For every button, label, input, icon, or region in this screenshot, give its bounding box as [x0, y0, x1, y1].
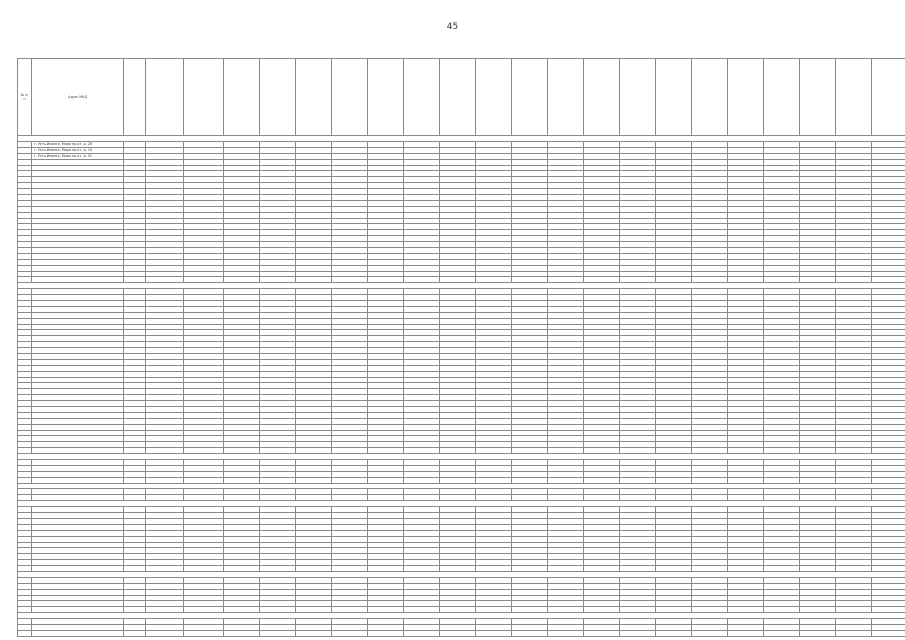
column-header	[584, 59, 620, 136]
value-cell	[368, 630, 404, 636]
column-header	[476, 59, 512, 136]
header-row	[18, 59, 905, 136]
column-header	[836, 59, 872, 136]
column-header	[764, 59, 800, 136]
address-cell: г. Усть-Илимск, Мира пр-кт, д. 34	[32, 147, 124, 153]
value-cell	[224, 630, 260, 636]
value-cell	[584, 630, 620, 636]
column-header	[146, 59, 184, 136]
column-header	[800, 59, 836, 136]
column-header	[124, 59, 146, 136]
column-header	[224, 59, 260, 136]
column-header	[440, 59, 476, 136]
column-header	[296, 59, 332, 136]
address-cell	[32, 630, 124, 636]
value-cell	[184, 630, 224, 636]
column-header	[404, 59, 440, 136]
page-number: 45	[446, 22, 459, 32]
value-cell	[404, 630, 440, 636]
value-cell	[512, 630, 548, 636]
column-header	[184, 59, 224, 136]
address-cell: г. Усть-Илимск, Мира пр-кт, д. 28	[32, 141, 124, 147]
column-header	[656, 59, 692, 136]
value-cell	[728, 630, 764, 636]
column-header: № п/п	[18, 59, 32, 136]
column-header	[260, 59, 296, 136]
address-cell: г. Усть-Илимск, Мира пр-кт, д. 51	[32, 153, 124, 159]
value-cell	[476, 630, 512, 636]
value-cell	[656, 630, 692, 636]
value-cell	[146, 630, 184, 636]
value-cell	[124, 630, 146, 636]
column-header	[512, 59, 548, 136]
column-header	[332, 59, 368, 136]
row-number-cell	[18, 630, 32, 636]
financial-report-table	[17, 58, 905, 637]
value-cell	[620, 630, 656, 636]
value-cell	[692, 630, 728, 636]
value-cell	[764, 630, 800, 636]
value-cell	[800, 630, 836, 636]
table-row	[18, 630, 905, 636]
column-header	[620, 59, 656, 136]
column-header	[692, 59, 728, 136]
table-body	[18, 136, 905, 637]
column-header: Адрес МКД	[32, 59, 124, 136]
value-cell	[440, 630, 476, 636]
column-header	[548, 59, 584, 136]
value-cell	[872, 630, 905, 636]
value-cell	[296, 630, 332, 636]
column-header	[368, 59, 404, 136]
column-header	[728, 59, 764, 136]
value-cell	[836, 630, 872, 636]
column-header	[872, 59, 905, 136]
value-cell	[548, 630, 584, 636]
value-cell	[332, 630, 368, 636]
value-cell	[260, 630, 296, 636]
